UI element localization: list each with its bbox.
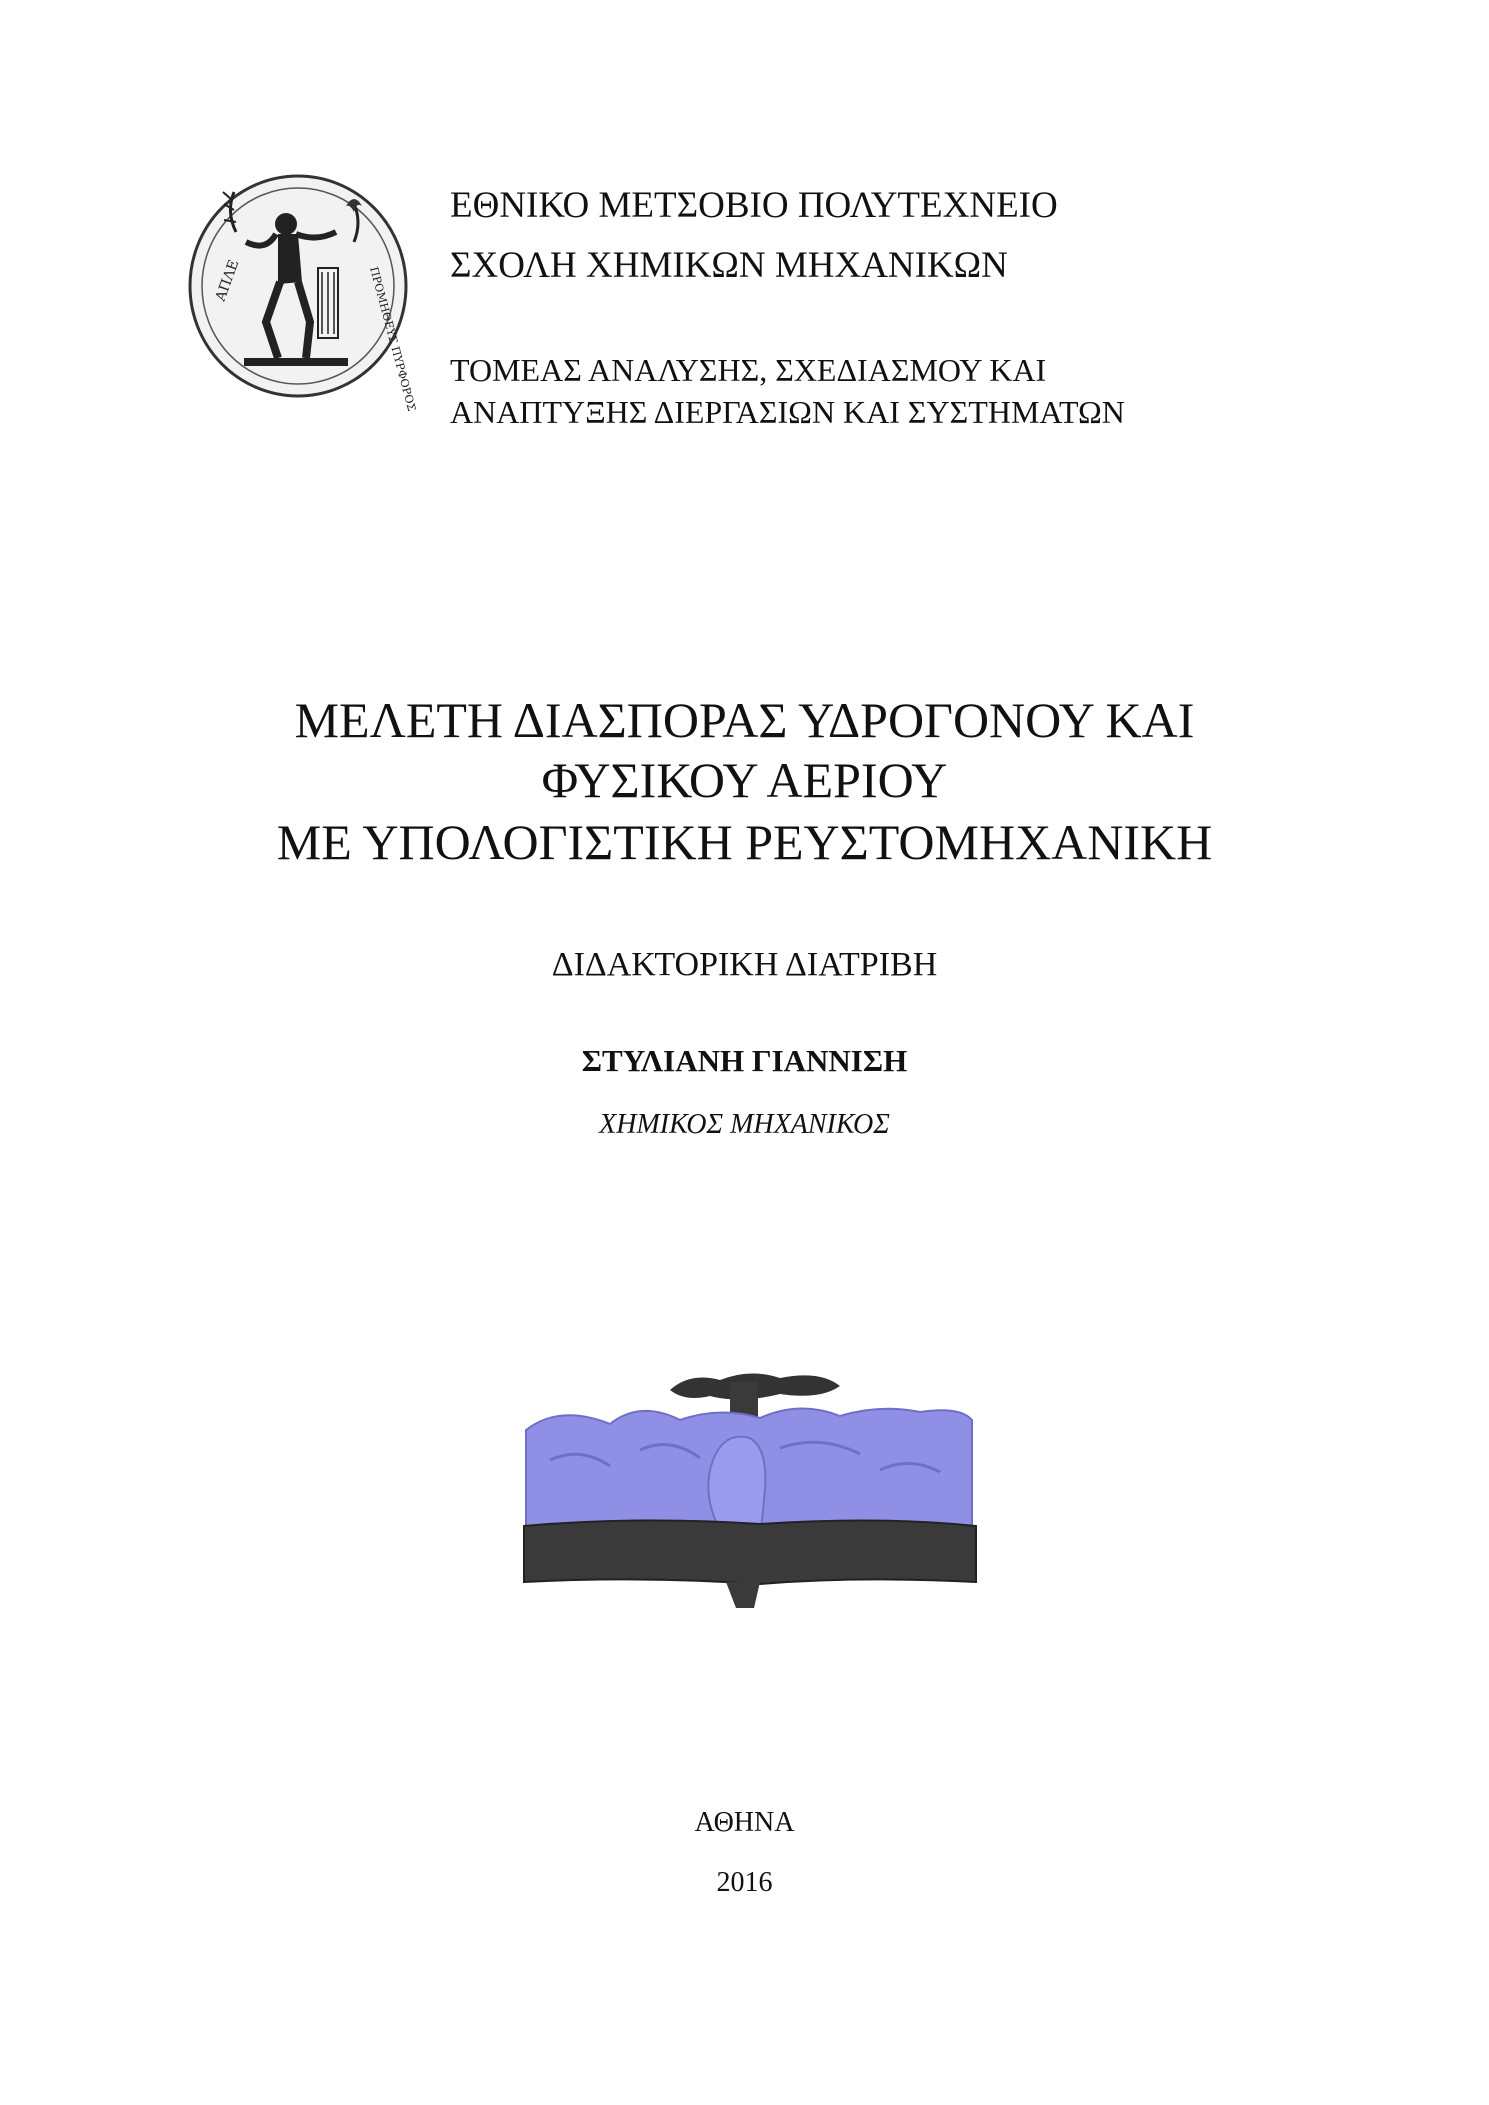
author-profession: ΧΗΜΙΚΟΣ ΜΗΧΑΝΙΚΟΣ <box>599 1109 890 1140</box>
department-line-1: ΤΟΜΕΑΣ ΑΝΑΛΥΣΗΣ, ΣΧΕΔΙΑΣΜΟΥ ΚΑΙ <box>450 352 1047 388</box>
city: ΑΘΗΝΑ <box>694 1807 795 1838</box>
dispersion-cloud-icon <box>520 1320 980 1610</box>
thesis-title-line-2: ΦΥΣΙΚΟΥ ΑΕΡΙΟΥ <box>541 752 948 808</box>
svg-text:ΠΡΟΜΗΘΕΥΣ ΠΥΡΦΟΡΟΣ: ΠΡΟΜΗΘΕΥΣ ΠΥΡΦΟΡΟΣ <box>367 265 419 413</box>
document-type: ΔΙΔΑΚΤΟΡΙΚΗ ΔΙΑΤΡΙΒΗ <box>551 946 938 983</box>
institution-name: ΕΘΝΙΚΟ ΜΕΤΣΟΒΙΟ ΠΟΛΥΤΕΧΝΕΙΟ <box>450 185 1058 226</box>
svg-text:ΑΠΛΕ: ΑΠΛΕ <box>212 257 243 304</box>
department-line-2: ΑΝΑΠΤΥΞΗΣ ΔΙΕΡΓΑΣΙΩΝ ΚΑΙ ΣΥΣΤΗΜΑΤΩΝ <box>450 394 1125 430</box>
author-name: ΣΤΥΛΙΑΝΗ ΓΙΑΝΝΙΣΗ <box>581 1043 908 1078</box>
university-seal <box>186 172 419 413</box>
thesis-title-line-1: ΜΕΛΕΤΗ ΔΙΑΣΠΟΡΑΣ ΥΔΡΟΓΟΝΟΥ ΚΑΙ <box>294 692 1195 748</box>
university-seal-icon <box>186 172 419 413</box>
school-name: ΣΧΟΛΗ ΧΗΜΙΚΩΝ ΜΗΧΑΝΙΚΩΝ <box>450 245 1008 286</box>
cover-figure <box>520 1320 980 1610</box>
thesis-title-line-3: ΜΕ ΥΠΟΛΟΓΙΣΤΙΚΗ ΡΕΥΣΤΟΜΗΧΑΝΙΚΗ <box>276 814 1213 870</box>
year: 2016 <box>716 1867 773 1898</box>
